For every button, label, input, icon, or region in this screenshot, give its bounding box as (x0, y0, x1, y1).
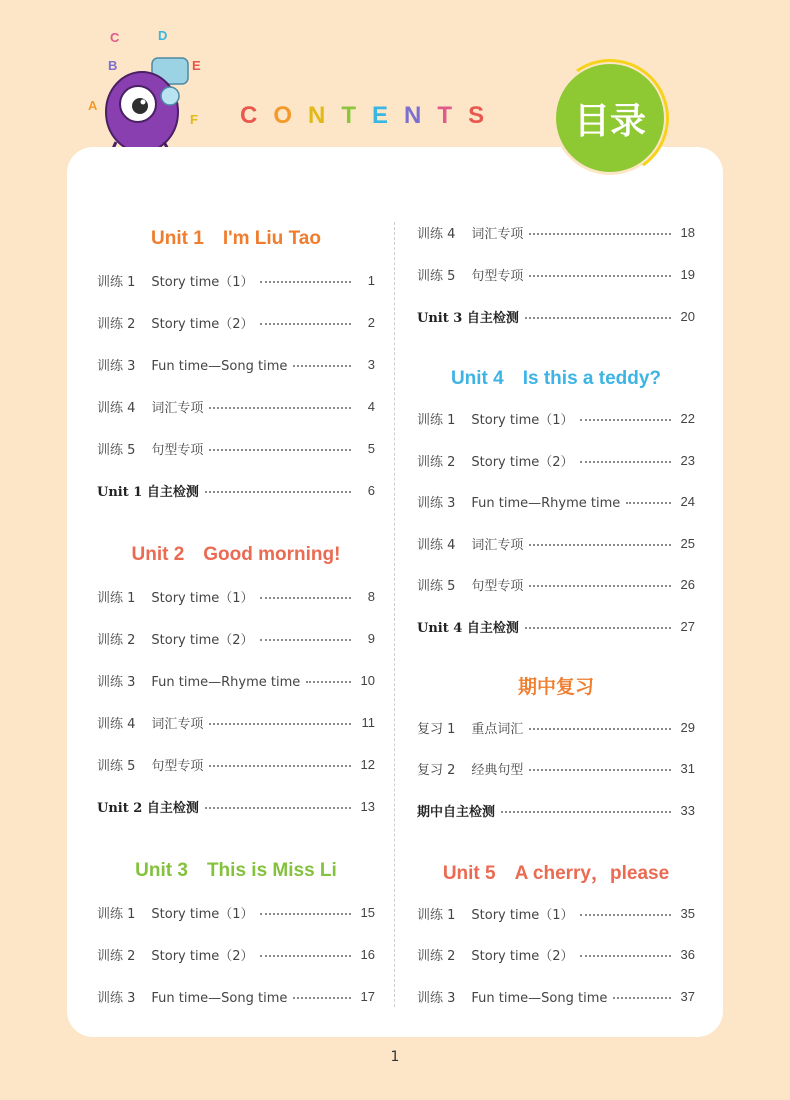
toc-entry[interactable] (97, 627, 375, 649)
contents-badge: 目录 (556, 64, 664, 172)
contents-letter: E (372, 102, 391, 129)
toc-entry[interactable] (417, 757, 695, 779)
toc-entry[interactable] (97, 753, 375, 775)
toc-entry-number: Unit 2 自主检测 (97, 800, 199, 816)
toc-page-number: 1 (367, 272, 375, 288)
toc-entry[interactable] (417, 221, 695, 243)
toc-entry-number: 训练 3 (417, 990, 456, 1006)
toc-entry[interactable] (417, 407, 695, 429)
toc-entry-title: 词汇专项 (471, 226, 524, 242)
dot-leader (209, 407, 351, 409)
toc-entry-label (97, 945, 254, 964)
toc-page-number: 17 (360, 988, 375, 1004)
toc-page-number: 8 (367, 588, 375, 604)
toc-entry-number: 训练 1 (97, 274, 136, 290)
dot-leader (260, 955, 351, 957)
toc-page-number: 26 (680, 576, 695, 592)
dot-leader (209, 723, 351, 725)
toc-entry-label (97, 903, 254, 922)
toc-entry[interactable] (417, 490, 695, 512)
toc-page-number: 15 (360, 904, 375, 920)
toc-entry[interactable] (97, 311, 375, 333)
dot-leader (580, 955, 671, 957)
toc-entry-number: Unit 3 自主检测 (417, 310, 519, 326)
toc-page-number: 11 (361, 714, 375, 730)
toc-entry[interactable] (97, 711, 375, 733)
toc-entry-title: 句型专项 (151, 758, 204, 774)
toc-entry-title: 句型专项 (151, 442, 204, 458)
letter-b: B (108, 58, 118, 73)
toc-entry-number: 复习 2 (417, 762, 456, 778)
toc-entry-label (417, 451, 574, 470)
toc-entry[interactable] (417, 799, 695, 821)
toc-entry-number: 训练 3 (97, 674, 136, 690)
toc-entry[interactable] (417, 449, 695, 471)
toc-entry-label (97, 271, 254, 290)
toc-page-number: 23 (680, 452, 695, 468)
toc-entry-label (417, 307, 519, 326)
toc-entry-number: 训练 2 (97, 632, 136, 648)
toc-entry-title: 词汇专项 (151, 400, 204, 416)
dot-leader (205, 807, 351, 809)
toc-entry[interactable] (97, 669, 375, 691)
toc-entry[interactable] (417, 573, 695, 595)
toc-entry-number: 训练 2 (417, 948, 456, 964)
dot-leader (580, 914, 671, 916)
toc-entry-label (417, 987, 607, 1006)
toc-entry-label (97, 439, 203, 458)
toc-entry-number: 训练 1 (417, 412, 456, 428)
toc-page-number: 2 (367, 314, 375, 330)
toc-page-number: 3 (367, 356, 375, 372)
toc-page-number: 9 (367, 630, 375, 646)
toc-entry-label (97, 481, 199, 500)
toc-entry[interactable] (97, 901, 375, 923)
toc-entry-label (417, 718, 523, 737)
toc-entry-label (97, 987, 287, 1006)
toc-entry-number: 训练 4 (97, 716, 136, 732)
dot-leader (580, 419, 671, 421)
toc-entry-title: Story time（1） (151, 590, 254, 606)
toc-page-number: 29 (680, 719, 695, 735)
toc-entry-number: 复习 1 (417, 721, 456, 737)
toc-entry-label (417, 945, 574, 964)
toc-entry-label (417, 801, 495, 820)
toc-entry[interactable] (417, 985, 695, 1007)
toc-entry-title: Fun time—Song time (471, 990, 608, 1006)
contents-letter: N (404, 102, 424, 129)
dot-leader (205, 491, 351, 493)
table-of-contents-card (67, 147, 723, 1037)
letter-c: C (110, 30, 120, 45)
toc-page-number: 31 (680, 760, 695, 776)
toc-entry-title: 句型专项 (471, 268, 524, 284)
section-title: Unit 2 Good morning! (131, 544, 341, 565)
dot-leader (293, 365, 351, 367)
toc-entry-number: 训练 2 (97, 948, 136, 964)
toc-entry-title: 词汇专项 (151, 716, 204, 732)
contents-letter: N (308, 102, 328, 129)
toc-entry-number: 训练 4 (417, 537, 456, 553)
toc-page-number: 12 (360, 756, 375, 772)
toc-entry[interactable] (97, 585, 375, 607)
toc-page-number: 16 (360, 946, 375, 962)
dot-leader (626, 502, 671, 504)
toc-entry-number: 训练 5 (417, 268, 456, 284)
toc-entry[interactable] (97, 395, 375, 417)
dot-leader (613, 997, 671, 999)
toc-entry-number: 训练 5 (417, 578, 456, 594)
toc-entry-label (417, 904, 574, 923)
toc-entry-title: Story time（1） (471, 907, 574, 923)
toc-page-number: 27 (680, 618, 695, 634)
dot-leader (529, 544, 671, 546)
section-title: Unit 1 I'm Liu Tao (151, 228, 321, 249)
toc-entry-title: Fun time—Rhyme time (151, 674, 301, 690)
toc-entry-label (417, 534, 523, 553)
contents-letter: C (240, 102, 260, 129)
toc-entry-number: 训练 1 (417, 907, 456, 923)
toc-entry-label (417, 223, 523, 242)
toc-page-number: 25 (680, 535, 695, 551)
toc-entry[interactable] (417, 902, 695, 924)
toc-entry-title: Story time（2） (471, 454, 574, 470)
toc-entry-label (417, 617, 519, 636)
toc-page-number: 20 (680, 308, 695, 324)
toc-entry-number: 训练 2 (97, 316, 136, 332)
toc-entry-number: Unit 4 自主检测 (417, 620, 519, 636)
toc-entry-label (97, 629, 254, 648)
dot-leader (260, 639, 351, 641)
toc-entry-number: 训练 5 (97, 442, 136, 458)
toc-entry-number: 训练 1 (97, 906, 136, 922)
toc-page-number: 19 (680, 266, 695, 282)
toc-entry-label (97, 313, 254, 332)
toc-page-number: 4 (367, 398, 375, 414)
contents-letter: O (273, 102, 295, 129)
contents-letter: S (468, 102, 487, 129)
dot-leader (525, 317, 671, 319)
toc-entry-number: 训练 3 (97, 358, 136, 374)
toc-entry-label (417, 409, 574, 428)
toc-page-number: 5 (367, 440, 375, 456)
contents-heading (240, 102, 486, 136)
toc-entry-title: 句型专项 (471, 578, 524, 594)
toc-entry[interactable] (97, 479, 375, 501)
toc-entry-label (417, 759, 523, 778)
toc-entry-number: 训练 3 (97, 990, 136, 1006)
toc-entry-number: 训练 3 (417, 495, 456, 511)
toc-entry-title: Story time（2） (151, 316, 254, 332)
toc-entry-number: 训练 4 (417, 226, 456, 242)
dot-leader (209, 449, 351, 451)
toc-entry-label (417, 265, 523, 284)
toc-entry-number: 训练 1 (97, 590, 136, 606)
toc-entry[interactable] (97, 795, 375, 817)
toc-entry[interactable] (97, 943, 375, 965)
section-title: Unit 5 A cherry，please (442, 863, 670, 884)
section-title: Unit 4 Is this a teddy? (450, 368, 662, 389)
dot-leader (580, 461, 671, 463)
letter-a: A (88, 98, 98, 113)
toc-entry-number: Unit 1 自主检测 (97, 484, 199, 500)
dot-leader (525, 627, 671, 629)
toc-entry-label (97, 797, 199, 816)
toc-page-number: 35 (680, 905, 695, 921)
toc-entry[interactable] (97, 985, 375, 1007)
toc-entry-title: Story time（2） (151, 632, 254, 648)
toc-entry-title: 经典句型 (471, 762, 524, 778)
dot-leader (260, 281, 351, 283)
toc-entry-title: 词汇专项 (471, 537, 524, 553)
toc-page-number: 18 (680, 224, 695, 240)
dot-leader (260, 323, 351, 325)
dot-leader (529, 233, 671, 235)
toc-entry-title: Story time（1） (151, 274, 254, 290)
dot-leader (529, 728, 671, 730)
contents-letter: T (341, 102, 359, 129)
dot-leader (260, 913, 351, 915)
toc-entry-number: 训练 2 (417, 454, 456, 470)
toc-entry[interactable] (417, 943, 695, 965)
contents-letter: T (437, 102, 455, 129)
column-divider (394, 222, 395, 1007)
toc-entry-number: 期中自主检测 (417, 804, 496, 820)
toc-entry[interactable] (97, 269, 375, 291)
toc-page-number: 24 (680, 493, 695, 509)
toc-entry-title: Fun time—Song time (151, 990, 288, 1006)
toc-entry-label (97, 713, 203, 732)
toc-entry[interactable] (417, 716, 695, 738)
toc-page-number: 6 (367, 482, 375, 498)
toc-entry[interactable] (417, 532, 695, 554)
toc-entry-number: 训练 5 (97, 758, 136, 774)
toc-entry-label (97, 671, 300, 690)
toc-entry-title: Story time（2） (471, 948, 574, 964)
dot-leader (209, 765, 351, 767)
toc-entry-label (97, 755, 203, 774)
dot-leader (529, 585, 671, 587)
toc-page-number: 37 (680, 988, 695, 1004)
letter-e: E (192, 58, 201, 73)
section-title: 期中复习 (517, 677, 594, 698)
toc-entry[interactable] (97, 437, 375, 459)
toc-page-number: 36 (680, 946, 695, 962)
toc-entry-label (417, 492, 620, 511)
toc-entry[interactable] (97, 353, 375, 375)
toc-entry-title: 重点词汇 (471, 721, 524, 737)
toc-page-number: 33 (680, 802, 695, 818)
dot-leader (306, 681, 351, 683)
toc-entry-number: 训练 4 (97, 400, 136, 416)
toc-entry-label (97, 397, 203, 416)
letter-f: F (190, 112, 198, 127)
dot-leader (529, 275, 671, 277)
toc-entry[interactable] (417, 615, 695, 637)
dot-leader (529, 769, 671, 771)
toc-entry-label (97, 355, 287, 374)
toc-entry-title: Story time（1） (471, 412, 574, 428)
toc-entry[interactable] (417, 305, 695, 327)
toc-page-number: 10 (360, 672, 375, 688)
toc-entry-label (97, 587, 254, 606)
toc-page-number: 22 (680, 410, 695, 426)
dot-leader (260, 597, 351, 599)
toc-entry-title: Story time（2） (151, 948, 254, 964)
toc-entry[interactable] (417, 263, 695, 285)
toc-page-number: 13 (360, 798, 375, 814)
dot-leader (501, 811, 671, 813)
toc-entry-title: Story time（1） (151, 906, 254, 922)
letter-d: D (158, 28, 168, 43)
section-title: Unit 3 This is Miss Li (135, 860, 337, 881)
toc-entry-label (417, 575, 523, 594)
toc-entry-title: Fun time—Rhyme time (471, 495, 621, 511)
dot-leader (293, 997, 351, 999)
page-number: 1 (390, 1049, 400, 1065)
toc-entry-title: Fun time—Song time (151, 358, 288, 374)
